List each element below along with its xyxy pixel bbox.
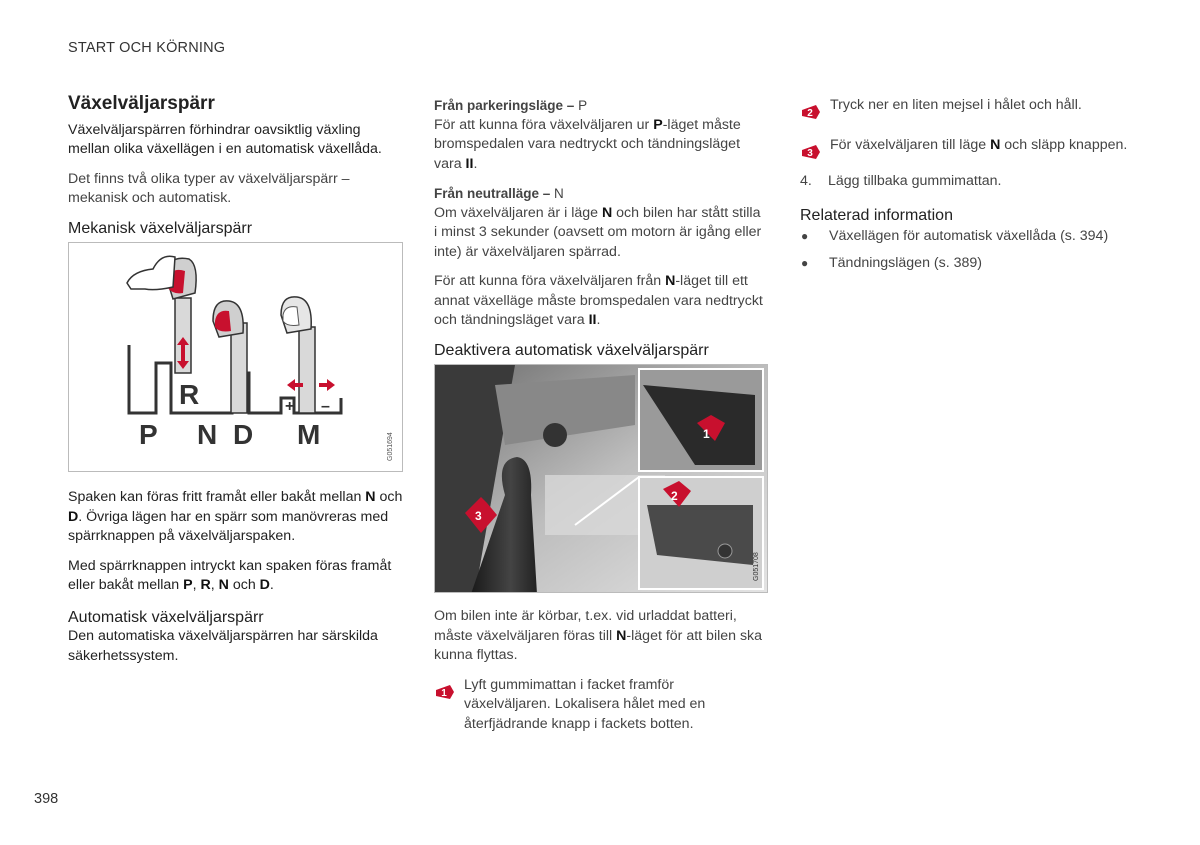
gear-letter-m: M xyxy=(297,419,321,450)
step-3-icon xyxy=(801,142,821,162)
column-3 xyxy=(800,96,1140,280)
step-4 xyxy=(800,172,1140,192)
related-item[interactable] xyxy=(800,227,1140,247)
related-link-2[interactable]: Tändningslägen (s. 389) xyxy=(829,254,983,271)
step-1-number: 1 xyxy=(441,687,447,699)
gear-r-label: R xyxy=(179,379,200,410)
step-2 xyxy=(800,96,1140,122)
automatic-lock-paragraph: Den automatiska växelväljarspärren har särskilda säkerhetssystem. xyxy=(68,628,378,664)
bullet-icon: ● xyxy=(801,255,809,270)
step-1 xyxy=(434,676,764,735)
mechanical-paragraph-2: Med spärrknappen intryckt kan spaken föras framåt eller bakåt mellan P, R, N och D. xyxy=(68,557,392,593)
column-1 xyxy=(68,94,403,676)
step-2-icon xyxy=(801,102,821,122)
figure-code: G051694 xyxy=(387,432,394,461)
figure-code-2: G051708 xyxy=(753,552,760,581)
park-paragraph: För att kunna föra växelväljaren ur P-läget måste bromspedalen vara nedtryckt och tändningsläget vara II. xyxy=(434,116,741,172)
deactivate-title: Deaktivera automatisk växelväljarspärr xyxy=(434,341,709,359)
page-title: Växelväljarspärr xyxy=(68,93,215,114)
gear-letter-n: N xyxy=(197,419,218,450)
gear-letter-d: D xyxy=(233,419,254,450)
tow-paragraph: Om bilen inte är körbar, t.ex. vid urladdat batteri, måste växelväljaren föras till N-läget för att bilen ska kunna flyttas. xyxy=(434,608,763,663)
step-2-text: Tryck ner en liten mejsel i hålet och håll. xyxy=(830,97,1082,113)
console-photo-illustration xyxy=(435,365,768,593)
page-number: 398 xyxy=(34,791,59,807)
step-3-text: För växelväljaren till läge N och släpp knappen. xyxy=(830,137,1128,153)
mechanical-lock-figure xyxy=(68,242,403,472)
related-title: Relaterad information xyxy=(800,206,953,224)
step-3-number: 3 xyxy=(807,148,813,159)
mechanical-lock-title: Mekanisk växelväljarspärr xyxy=(68,219,253,237)
related-list xyxy=(800,227,1140,273)
types-paragraph: Det finns två olika typer av växelväljarspärr – mekanisk och automatisk. xyxy=(68,170,350,206)
deactivate-figure xyxy=(434,364,768,593)
mechanical-paragraph-1: Spaken kan föras fritt framåt eller bakåt mellan N och D. Övriga lägen har en spärr som manövreras med spärrknappen på växelväljarspaken. xyxy=(68,489,403,544)
column-2 xyxy=(434,96,764,744)
step-4-text: Lägg tillbaka gummimattan. xyxy=(828,173,1002,189)
neutral-paragraph-1: Om växelväljaren är i läge N och bilen har stått stilla i minst 3 sekunder (oavsett om motorn är igång eller inte) är växelväljaren spärrad. xyxy=(434,204,762,260)
neutral-paragraph-2: För att kunna föra växelväljaren från N-läget till ett annat växelläge måste bromspedalen vara nedtryckt och tändningsläget vara II. xyxy=(434,273,763,328)
section-header: START OCH KÖRNING xyxy=(68,40,226,56)
step-3 xyxy=(800,136,1140,162)
automatic-lock-title: Automatisk växelväljarspärr xyxy=(68,608,264,626)
plus-sign: + xyxy=(285,398,295,415)
minus-sign: – xyxy=(321,398,330,415)
neutral-heading: Från neutralläge – N xyxy=(434,186,564,201)
related-link-1[interactable]: Växellägen för automatisk växellåda (s. 394) xyxy=(829,228,1109,244)
intro-paragraph: Växelväljarspärren förhindrar oavsiktlig växling mellan olika växellägen i en automatisk växellåda. xyxy=(68,121,382,157)
gear-letter-p: P xyxy=(139,419,158,450)
callout-3: 3 xyxy=(475,509,482,523)
park-heading: Från parkeringsläge – P xyxy=(434,98,588,113)
step-1-icon xyxy=(435,682,455,702)
step-2-number: 2 xyxy=(807,108,813,119)
step-1-text: Lyft gummimattan i facket framför växelväljaren. Lokalisera hålet med en återfjädrande knapp i fackets botten. xyxy=(464,676,706,732)
bullet-icon: ● xyxy=(801,229,809,243)
related-item[interactable] xyxy=(800,254,1140,274)
callout-2: 2 xyxy=(671,489,678,503)
step-4-number: 4. xyxy=(800,173,812,189)
callout-1: 1 xyxy=(703,427,710,441)
